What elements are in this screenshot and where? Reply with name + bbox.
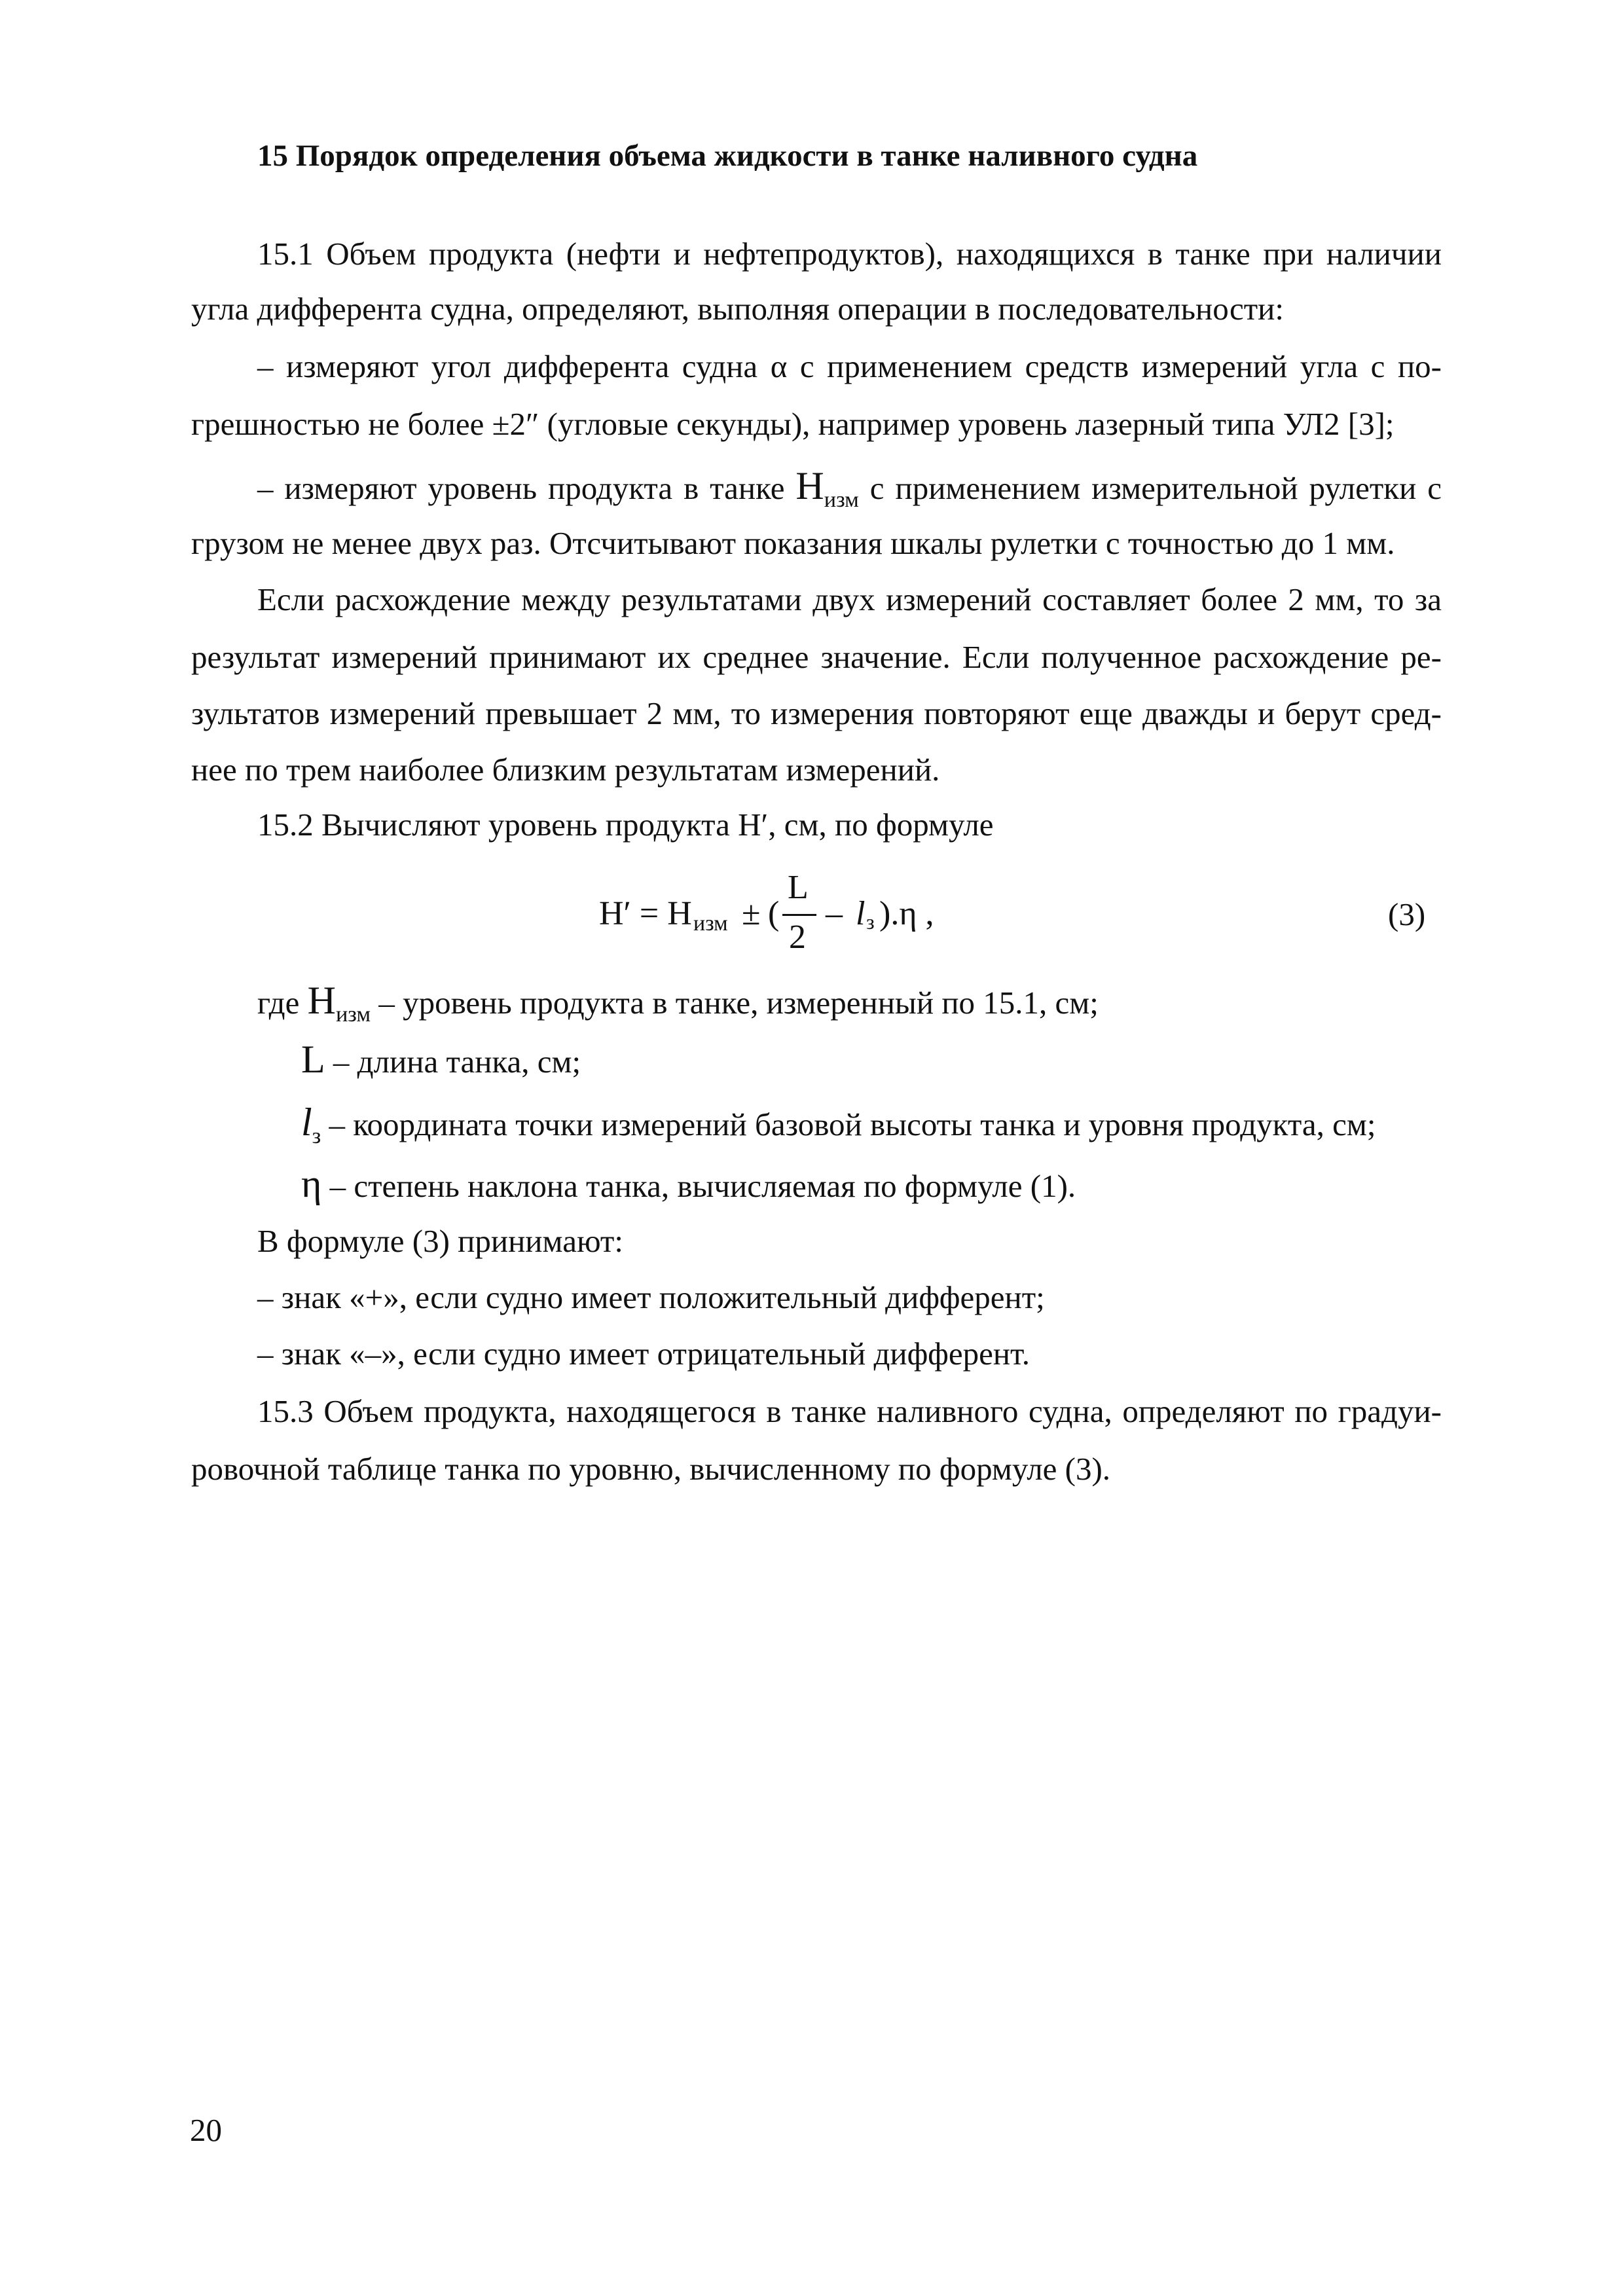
formula-lhs: H′ = H [599,895,692,932]
section-heading: 15 Порядок определения объема жидкости в танке наливного судна [257,139,1198,173]
paragraph-difference-line: зультатов измерений превышает 2 мм, то измерения повторяют еще дважды и берут сред- [191,695,1442,731]
paragraph-15-1-line: 15.1 Объем продукта (нефти и нефтепродуктов), находящихся в танке при наличии [257,236,1442,272]
where-l-line: L – длина танка, см; [301,1038,581,1081]
paragraph-difference-line: Если расхождение между результатами двух измерений составляет более 2 мм, то за [257,581,1442,617]
paragraph-difference-line: нее по трем наиболее близким результатам измерений. [191,752,940,788]
list-item-angle: – измеряют угол дифферента судна α с применением средств измерений угла с по- [257,348,1442,384]
sign-minus-item: – знак «–», если судно имеет отрицательный дифферент. [257,1336,1030,1372]
paragraph-15-2: 15.2 Вычисляют уровень продукта H′, см, по формуле [257,807,994,843]
paragraph-15-3-line: 15.3 Объем продукта, находящегося в танке наливного судна, определяют по градуи- [257,1393,1442,1429]
signs-intro: В формуле (3) принимают: [257,1223,623,1259]
formula-open-paren: ( [768,895,780,932]
formula-plus-minus: ± [742,895,761,932]
sign-plus-item: – знак «+», если судно имеет положительный дифферент; [257,1279,1045,1315]
formula-h-subscript: изм [693,911,728,936]
where-h-line: где $H_{изм}$ – уровень продукта в танке, измеренный по 15.1, см; [257,979,1099,1027]
paragraph-difference-line: результат измерений принимают их среднее значение. Если полученное расхождение ре- [191,639,1442,675]
list-item-level: – измеряют уровень продукта в танке $H_{изм}$ с применением измерительной рулетки с [257,464,1442,512]
formula-number: (3) [1388,896,1426,932]
formula-minus: – [826,895,843,932]
paragraph-15-1-line: угла дифферента судна, определяют, выполняя операции в последовательности: [191,291,1284,327]
paragraph-15-3-line: ровочной таблице танка по уровню, вычисленному по формуле (3). [191,1451,1111,1487]
formula-l-subscript: з [866,910,875,934]
formula-denominator: 2 [789,919,806,956]
page-number: 20 [190,2112,222,2148]
list-item-angle-cont: грешностью не более ±2″ (угловые секунды), например уровень лазерный типа УЛ2 [3]; [191,406,1395,442]
where-eta-line: η – степень наклона танка, вычисляемая по формуле (1). [301,1162,1076,1205]
formula-numerator: L [788,869,809,906]
formula-close: ).η , [879,895,934,932]
symbol-h-subscript: изм [824,487,859,512]
list-item-level-cont: грузом не менее двух раз. Отсчитывают показания шкалы рулетки с точностью до 1 мм. [191,525,1395,561]
formula-l: l [856,895,866,932]
fraction-bar [782,914,816,916]
symbol-h: H [795,464,824,507]
where-lz-line: $l_з$ – координата точки измерений базовой высоты танка и уровня продукта, см; [301,1101,1376,1148]
